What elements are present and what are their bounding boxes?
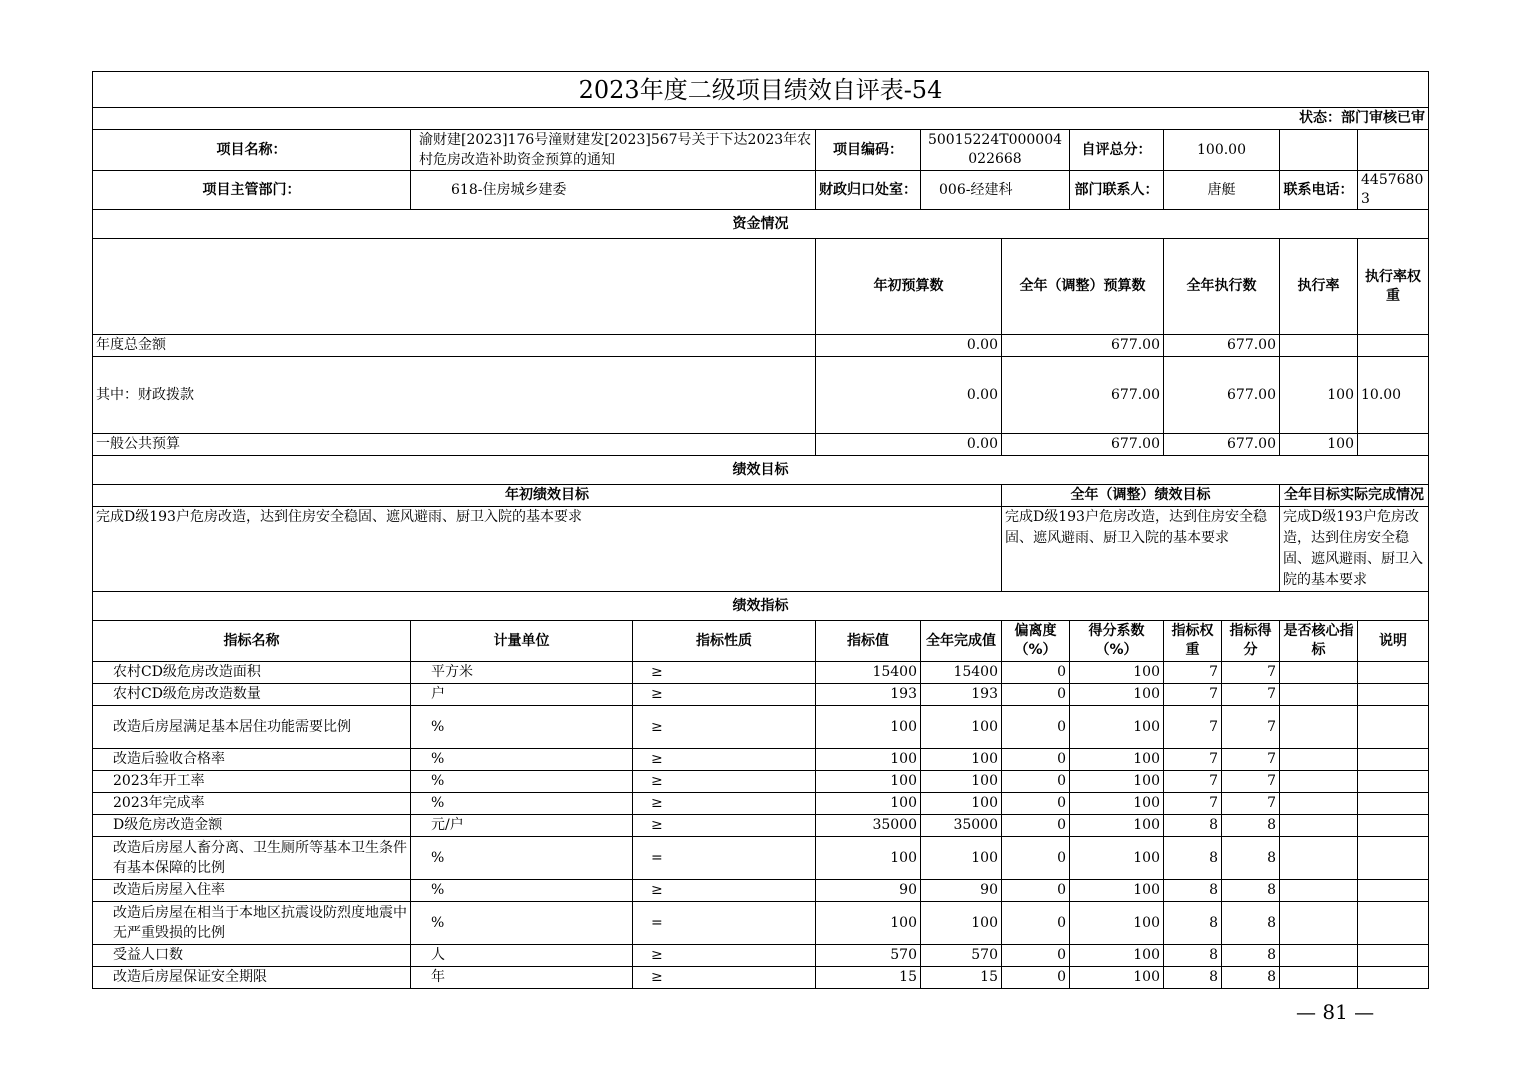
funds-row-rate: 100 xyxy=(1280,357,1358,434)
indicator-weight: 8 xyxy=(1164,815,1222,837)
indicator-name: 2023年完成率 xyxy=(93,793,411,815)
indicator-score: 8 xyxy=(1222,837,1280,880)
indicator-done: 90 xyxy=(921,880,1002,902)
funds-header-executed: 全年执行数 xyxy=(1164,239,1280,335)
indicator-nature: ≥ xyxy=(633,684,816,706)
indicator-deviation: 0 xyxy=(1002,902,1070,945)
indicator-coefficient: 100 xyxy=(1070,749,1164,771)
funds-row-name: 年度总金额 xyxy=(93,335,816,357)
indicator-deviation: 0 xyxy=(1002,662,1070,684)
goals-actual-text: 完成D级193户危房改造，达到住房安全稳固、遮风避雨、厨卫入院的基本要求 xyxy=(1280,507,1429,592)
table-row xyxy=(93,815,1429,837)
funds-row-initial: 0.00 xyxy=(816,335,1002,357)
indicator-weight: 7 xyxy=(1164,749,1222,771)
ind-header-nature: 指标性质 xyxy=(633,621,816,662)
indicator-note xyxy=(1358,706,1429,749)
page-number: — 81 — xyxy=(1296,1000,1375,1024)
indicator-score: 7 xyxy=(1222,662,1280,684)
indicator-target: 570 xyxy=(816,945,921,967)
indicator-deviation: 0 xyxy=(1002,967,1070,989)
indicator-coefficient: 100 xyxy=(1070,771,1164,793)
indicator-core xyxy=(1280,837,1358,880)
funds-row-executed: 677.00 xyxy=(1164,335,1280,357)
indicator-note xyxy=(1358,793,1429,815)
indicator-weight: 7 xyxy=(1164,706,1222,749)
indicator-unit: % xyxy=(411,880,633,902)
indicator-name: 农村CD级危房改造数量 xyxy=(93,684,411,706)
indicator-unit: 元/户 xyxy=(411,815,633,837)
indicator-weight: 8 xyxy=(1164,837,1222,880)
indicator-weight: 7 xyxy=(1164,662,1222,684)
indicator-target: 15 xyxy=(816,967,921,989)
table-row xyxy=(93,662,1429,684)
funds-header-adjusted: 全年（调整）预算数 xyxy=(1002,239,1164,335)
indicator-coefficient: 100 xyxy=(1070,815,1164,837)
goals-header-actual: 全年目标实际完成情况 xyxy=(1280,485,1429,507)
indicator-target: 100 xyxy=(816,902,921,945)
funds-row-adjusted: 677.00 xyxy=(1002,434,1164,456)
indicator-weight: 7 xyxy=(1164,771,1222,793)
indicator-score: 8 xyxy=(1222,815,1280,837)
ind-header-weight: 指标权重 xyxy=(1164,621,1222,662)
indicator-rows xyxy=(93,662,1429,989)
indicator-deviation: 0 xyxy=(1002,837,1070,880)
indicator-note xyxy=(1358,837,1429,880)
empty-cell xyxy=(93,239,816,335)
indicator-target: 100 xyxy=(816,749,921,771)
indicator-deviation: 0 xyxy=(1002,771,1070,793)
ind-header-done: 全年完成值 xyxy=(921,621,1002,662)
indicator-target: 193 xyxy=(816,684,921,706)
indicator-core xyxy=(1280,815,1358,837)
indicator-done: 100 xyxy=(921,771,1002,793)
indicator-done: 100 xyxy=(921,793,1002,815)
indicator-coefficient: 100 xyxy=(1070,880,1164,902)
indicator-done: 15400 xyxy=(921,662,1002,684)
indicator-target: 100 xyxy=(816,837,921,880)
indicator-name: 农村CD级危房改造面积 xyxy=(93,662,411,684)
project-name-label: 项目名称： xyxy=(93,130,411,171)
performance-table xyxy=(92,71,1429,989)
funds-header-weight: 执行率权重 xyxy=(1358,239,1429,335)
indicator-deviation: 0 xyxy=(1002,945,1070,967)
indicator-score: 7 xyxy=(1222,749,1280,771)
office-value: 006-经建科 xyxy=(921,171,1070,210)
indicator-done: 15 xyxy=(921,967,1002,989)
indicator-score: 7 xyxy=(1222,706,1280,749)
indicator-name: 受益人口数 xyxy=(93,945,411,967)
funds-row-executed: 677.00 xyxy=(1164,434,1280,456)
funds-row-rate: 100 xyxy=(1280,434,1358,456)
indicator-nature: ≥ xyxy=(633,771,816,793)
indicator-note xyxy=(1358,684,1429,706)
funds-row-rate xyxy=(1280,335,1358,357)
indicator-core xyxy=(1280,771,1358,793)
indicator-done: 570 xyxy=(921,945,1002,967)
indicator-score: 8 xyxy=(1222,945,1280,967)
indicator-deviation: 0 xyxy=(1002,793,1070,815)
phone-label: 联系电话： xyxy=(1280,171,1358,210)
table-row xyxy=(93,880,1429,902)
indicator-nature: = xyxy=(633,837,816,880)
indicator-deviation: 0 xyxy=(1002,815,1070,837)
indicator-coefficient: 100 xyxy=(1070,945,1164,967)
indicator-core xyxy=(1280,880,1358,902)
indicator-done: 100 xyxy=(921,706,1002,749)
funds-row xyxy=(93,335,1429,357)
indicator-core xyxy=(1280,706,1358,749)
project-code-value: 50015224T000004022668 xyxy=(921,130,1070,171)
table-row xyxy=(93,967,1429,989)
funds-row xyxy=(93,357,1429,434)
indicator-target: 15400 xyxy=(816,662,921,684)
goals-header-adjusted: 全年（调整）绩效目标 xyxy=(1002,485,1280,507)
indicator-score: 8 xyxy=(1222,880,1280,902)
indicator-core xyxy=(1280,793,1358,815)
indicator-coefficient: 100 xyxy=(1070,662,1164,684)
indicator-score: 7 xyxy=(1222,684,1280,706)
ind-header-dev: 偏离度（%） xyxy=(1002,621,1070,662)
indicator-deviation: 0 xyxy=(1002,684,1070,706)
indicator-nature: ≥ xyxy=(633,662,816,684)
table-row xyxy=(93,749,1429,771)
project-name-value: 渝财建[2023]176号潼财建发[2023]567号关于下达2023年农村危房改造补助资金预算的通知 xyxy=(411,130,816,171)
indicator-name: 改造后房屋人畜分离、卫生厕所等基本卫生条件有基本保障的比例 xyxy=(93,837,411,880)
goals-header-initial: 年初绩效目标 xyxy=(93,485,1002,507)
table-row xyxy=(93,945,1429,967)
indicator-nature: ≥ xyxy=(633,815,816,837)
indicator-done: 193 xyxy=(921,684,1002,706)
indicator-unit: 平方米 xyxy=(411,662,633,684)
indicator-target: 35000 xyxy=(816,815,921,837)
indicator-done: 100 xyxy=(921,837,1002,880)
table-row xyxy=(93,706,1429,749)
dept-label: 项目主管部门： xyxy=(93,171,411,210)
indicator-nature: ≥ xyxy=(633,880,816,902)
project-code-label: 项目编码： xyxy=(816,130,921,171)
indicator-unit: % xyxy=(411,793,633,815)
indicator-unit: % xyxy=(411,749,633,771)
indicator-note xyxy=(1358,880,1429,902)
indicator-score: 7 xyxy=(1222,793,1280,815)
indicator-nature: ≥ xyxy=(633,945,816,967)
indicator-name: D级危房改造金额 xyxy=(93,815,411,837)
contact-label: 部门联系人： xyxy=(1070,171,1164,210)
ind-header-score: 指标得分 xyxy=(1222,621,1280,662)
indicator-unit: 人 xyxy=(411,945,633,967)
indicator-coefficient: 100 xyxy=(1070,967,1164,989)
table-row xyxy=(93,793,1429,815)
status-badge: 状态：部门审核已审 xyxy=(93,108,1429,130)
indicator-core xyxy=(1280,749,1358,771)
ind-header-target: 指标值 xyxy=(816,621,921,662)
office-label: 财政归口处室： xyxy=(816,171,921,210)
indicator-note xyxy=(1358,771,1429,793)
indicator-note xyxy=(1358,902,1429,945)
table-row xyxy=(93,684,1429,706)
indicator-weight: 7 xyxy=(1164,684,1222,706)
funds-section-title: 资金情况 xyxy=(93,210,1429,239)
indicator-unit: 年 xyxy=(411,967,633,989)
indicator-nature: ≥ xyxy=(633,793,816,815)
ind-header-unit: 计量单位 xyxy=(411,621,633,662)
funds-row-initial: 0.00 xyxy=(816,434,1002,456)
indicator-done: 35000 xyxy=(921,815,1002,837)
table-row xyxy=(93,902,1429,945)
score-label: 自评总分： xyxy=(1070,130,1164,171)
funds-row-executed: 677.00 xyxy=(1164,357,1280,434)
indicator-name: 改造后房屋保证安全期限 xyxy=(93,967,411,989)
dept-value: 618-住房城乡建委 xyxy=(411,171,816,210)
funds-header-initial: 年初预算数 xyxy=(816,239,1002,335)
funds-row-weight xyxy=(1358,434,1429,456)
funds-row-name: 其中：财政拨款 xyxy=(93,357,816,434)
indicator-unit: % xyxy=(411,902,633,945)
indicator-weight: 8 xyxy=(1164,902,1222,945)
indicator-note xyxy=(1358,815,1429,837)
indicator-core xyxy=(1280,902,1358,945)
indicators-section-title: 绩效指标 xyxy=(93,592,1429,621)
indicator-deviation: 0 xyxy=(1002,880,1070,902)
indicator-weight: 8 xyxy=(1164,967,1222,989)
indicator-core xyxy=(1280,662,1358,684)
ind-header-name: 指标名称 xyxy=(93,621,411,662)
indicator-score: 7 xyxy=(1222,771,1280,793)
indicator-name: 2023年开工率 xyxy=(93,771,411,793)
indicator-name: 改造后验收合格率 xyxy=(93,749,411,771)
indicator-name: 改造后房屋入住率 xyxy=(93,880,411,902)
indicator-unit: 户 xyxy=(411,684,633,706)
indicator-note xyxy=(1358,945,1429,967)
indicator-name: 改造后房屋在相当于本地区抗震设防烈度地震中无严重毁损的比例 xyxy=(93,902,411,945)
funds-row-weight: 10.00 xyxy=(1358,357,1429,434)
goals-adjusted-text: 完成D级193户危房改造，达到住房安全稳固、遮风避雨、厨卫入院的基本要求 xyxy=(1002,507,1280,592)
phone-value: 44576803 xyxy=(1358,171,1429,210)
indicator-nature: ≥ xyxy=(633,967,816,989)
indicator-target: 100 xyxy=(816,706,921,749)
goals-section-title: 绩效目标 xyxy=(93,456,1429,485)
page-title: 2023年度二级项目绩效自评表-54 xyxy=(93,72,1429,108)
funds-row-name: 一般公共预算 xyxy=(93,434,816,456)
indicator-weight: 7 xyxy=(1164,793,1222,815)
funds-row-weight xyxy=(1358,335,1429,357)
indicator-coefficient: 100 xyxy=(1070,684,1164,706)
indicator-coefficient: 100 xyxy=(1070,706,1164,749)
indicator-target: 100 xyxy=(816,793,921,815)
indicator-note xyxy=(1358,662,1429,684)
table-row xyxy=(93,771,1429,793)
indicator-deviation: 0 xyxy=(1002,706,1070,749)
empty-cell xyxy=(1358,130,1429,171)
indicator-nature: ≥ xyxy=(633,706,816,749)
indicator-core xyxy=(1280,684,1358,706)
indicator-score: 8 xyxy=(1222,902,1280,945)
indicator-nature: ≥ xyxy=(633,749,816,771)
indicator-coefficient: 100 xyxy=(1070,902,1164,945)
score-value: 100.00 xyxy=(1164,130,1280,171)
funds-row-adjusted: 677.00 xyxy=(1002,357,1164,434)
indicator-weight: 8 xyxy=(1164,945,1222,967)
ind-header-core: 是否核心指标 xyxy=(1280,621,1358,662)
indicator-coefficient: 100 xyxy=(1070,837,1164,880)
indicator-deviation: 0 xyxy=(1002,749,1070,771)
ind-header-coef: 得分系数（%） xyxy=(1070,621,1164,662)
indicator-core xyxy=(1280,945,1358,967)
indicator-unit: % xyxy=(411,771,633,793)
indicator-done: 100 xyxy=(921,902,1002,945)
indicator-note xyxy=(1358,749,1429,771)
ind-header-note: 说明 xyxy=(1358,621,1429,662)
empty-cell xyxy=(1280,130,1358,171)
funds-row xyxy=(93,434,1429,456)
table-row xyxy=(93,837,1429,880)
indicator-score: 8 xyxy=(1222,967,1280,989)
indicator-unit: % xyxy=(411,837,633,880)
indicator-coefficient: 100 xyxy=(1070,793,1164,815)
funds-header-rate: 执行率 xyxy=(1280,239,1358,335)
indicator-done: 100 xyxy=(921,749,1002,771)
indicator-name: 改造后房屋满足基本居住功能需要比例 xyxy=(93,706,411,749)
indicator-nature: = xyxy=(633,902,816,945)
indicator-note xyxy=(1358,967,1429,989)
funds-row-initial: 0.00 xyxy=(816,357,1002,434)
goals-initial-text: 完成D级193户危房改造，达到住房安全稳固、遮风避雨、厨卫入院的基本要求 xyxy=(93,507,1002,592)
indicator-target: 100 xyxy=(816,771,921,793)
indicator-weight: 8 xyxy=(1164,880,1222,902)
indicator-unit: % xyxy=(411,706,633,749)
indicator-target: 90 xyxy=(816,880,921,902)
indicator-core xyxy=(1280,967,1358,989)
contact-value: 唐艇 xyxy=(1164,171,1280,210)
funds-row-adjusted: 677.00 xyxy=(1002,335,1164,357)
